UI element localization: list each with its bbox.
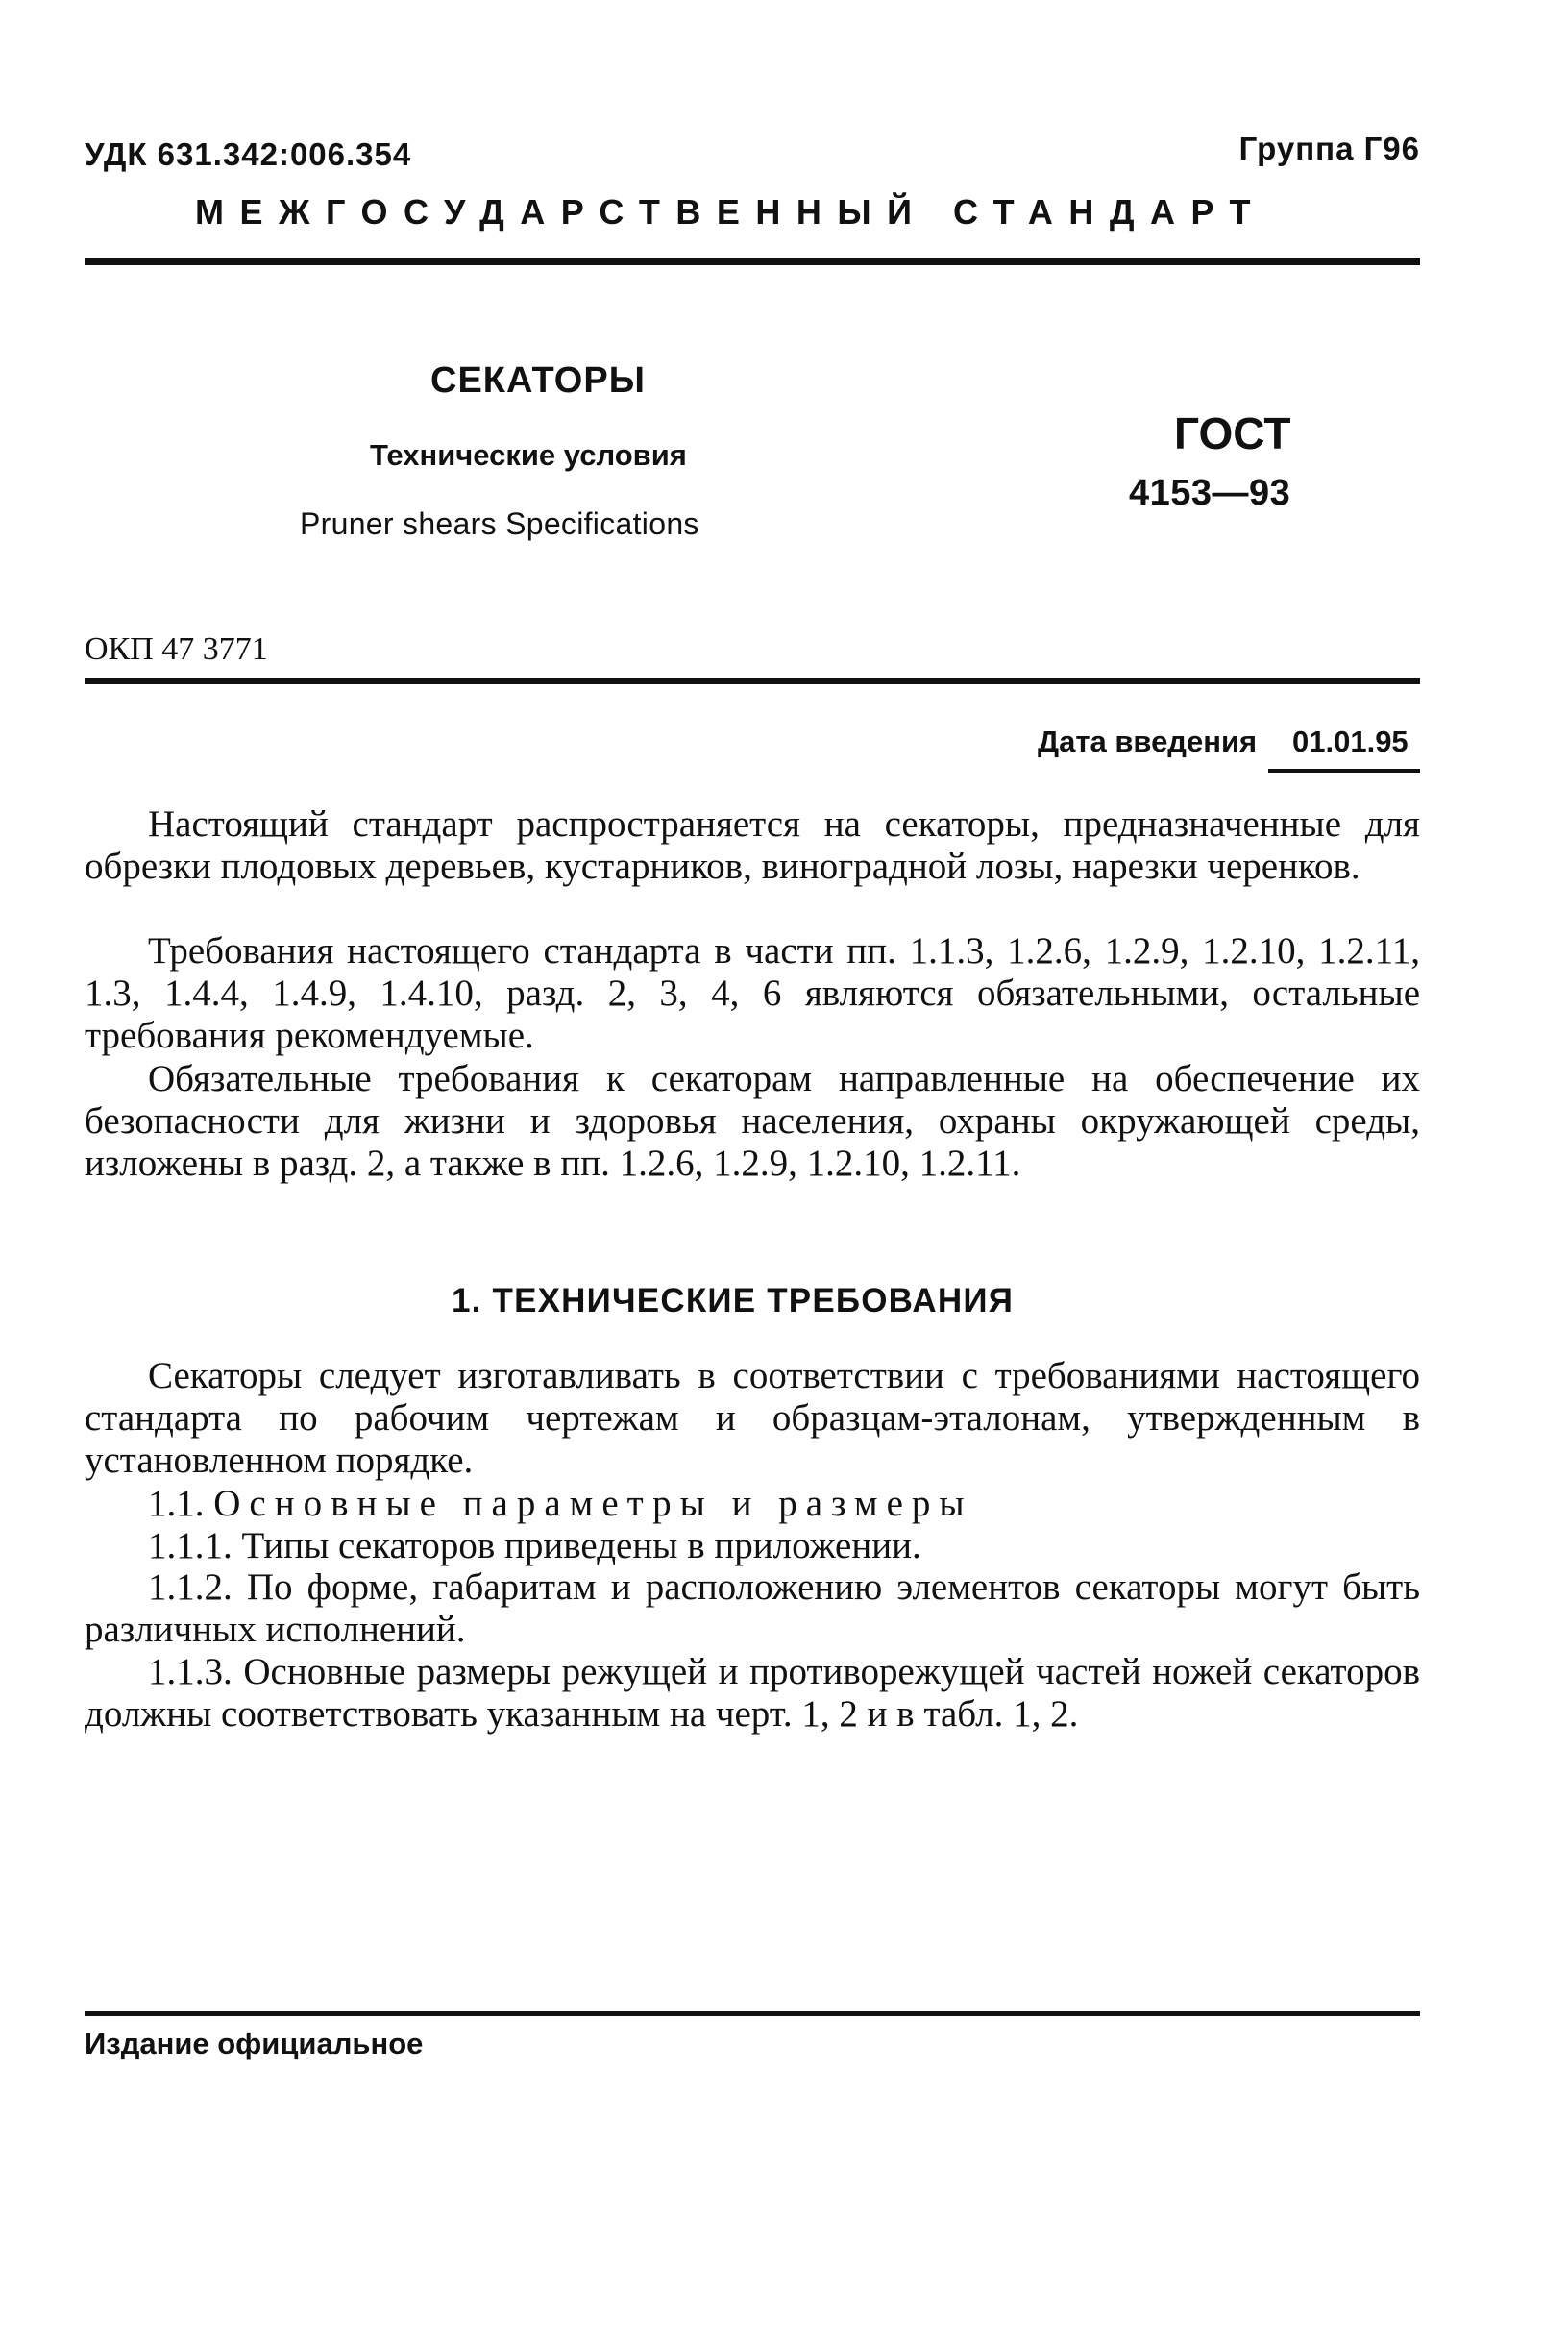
clause-1-1-1: 1.1.1. Типы секаторов приведены в приложении. bbox=[148, 1525, 921, 1566]
gost-number: 4153—93 bbox=[1129, 473, 1291, 513]
edition-note: Издание официальное bbox=[85, 2027, 424, 2060]
english-title: Pruner shears Specifications bbox=[300, 506, 699, 541]
subsection-1-1-heading bbox=[148, 1482, 973, 1525]
header-rule bbox=[85, 258, 1420, 265]
document-subtitle: Технические условия bbox=[370, 438, 687, 472]
intro-paragraph: Требования настоящего стандарта в части пп. 1.1.3, 1.2.6, 1.2.9, 1.2.10, 1.2.11, 1.3, 1.4.4, 1.4.9, 1.4.10, разд. 2, 3, 4, 6 являются обязательными, остальные требования рекомендуемые. bbox=[85, 930, 1420, 1056]
title-block-rule bbox=[85, 678, 1420, 684]
intro-paragraph: Обязательные требования к секаторам направленные на обеспечение их безопасности для жизни и здоровья населения, охраны окружающей среды, изложены в разд. 2, а также в пп. 1.2.6, 1.2.9, 1.2.10, 1.2.11. bbox=[85, 1058, 1420, 1184]
document-title: СЕКАТОРЫ bbox=[430, 360, 646, 401]
intro-date-underline bbox=[1268, 769, 1420, 773]
udk-code: УДК 631.342:006.354 bbox=[85, 136, 412, 172]
group-code: Группа Г96 bbox=[1238, 131, 1420, 166]
intro-date-label: Дата введения bbox=[1038, 725, 1258, 758]
interstate-standard-heading: МЕЖГОСУДАРСТВЕННЫЙ СТАНДАРТ bbox=[195, 192, 1267, 232]
okp-code: ОКП 47 3771 bbox=[85, 631, 268, 667]
footer-rule bbox=[85, 2011, 1420, 2016]
section-1-intro: Секаторы следует изготавливать в соответствии с требованиями настоящего стандарта по рабочим чертежам и образцам-эталонам, утвержденным в установленном порядке. bbox=[85, 1355, 1420, 1481]
section-1-title: 1. ТЕХНИЧЕСКИЕ ТРЕБОВАНИЯ bbox=[452, 1282, 1015, 1319]
intro-date-value: 01.01.95 bbox=[1292, 725, 1409, 758]
intro-paragraph: Настоящий стандарт распространяется на секаторы, предназначенные для обрезки плодовых деревьев, кустарников, виноградной лозы, нарезки черенков. bbox=[85, 803, 1420, 887]
clause-1-1-3: 1.1.3. Основные размеры режущей и противорежущей частей ножей секаторов должны соответствовать указанным на черт. 1, 2 и в табл. 1, 2. bbox=[85, 1651, 1420, 1735]
clause-1-1-2: 1.1.2. По форме, габаритам и расположению элементов секаторы могут быть различных исполнений. bbox=[85, 1566, 1420, 1650]
subsection-1-1-title: Основные параметры и размеры bbox=[213, 1483, 973, 1524]
subsection-1-1-number: 1.1. bbox=[148, 1483, 205, 1524]
gost-label: ГОСТ bbox=[1174, 408, 1291, 458]
